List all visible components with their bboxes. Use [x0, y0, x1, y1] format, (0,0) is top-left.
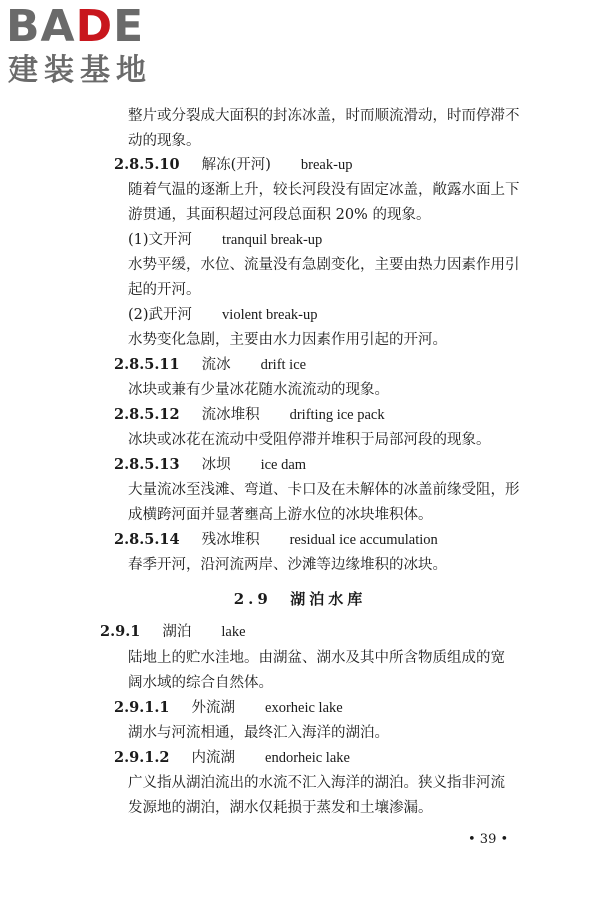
body-line: 湖水与河流相通，最终汇入海洋的湖泊。 — [128, 725, 389, 741]
body-line: 游贯通，其面积超过河段总面积 20% 的现象。 — [128, 207, 431, 223]
section-heading: 2.9 湖泊水库 — [233, 590, 367, 608]
body-line: 发源地的湖泊，湖水仅耗损于蒸发和土壤渗漏。 — [128, 800, 433, 816]
body-line: 随着气温的逐渐上升，较长河段没有固定冰盖，敞露水面上下 — [128, 182, 520, 198]
logo-subtitle: 建装基地 — [8, 53, 152, 88]
term-2.9.1.2: 2.9.1.2 内流湖 endorheic lake — [114, 749, 350, 766]
body-line: 整片或分裂成大面积的封冻冰盖，时而顺流滑动，时而停滞不 — [128, 108, 520, 124]
body-line: 冰块或冰花在流动中受阻停滞并堆积于局部河段的现象。 — [128, 432, 491, 448]
body-line: 春季开河，沿河流两岸、沙滩等边缘堆积的冰块。 — [128, 557, 447, 573]
term-2.8.5.10: 2.8.5.10 解冻(开河) break-up — [114, 156, 353, 173]
body-line: 大量流冰至浅滩、弯道、卡口及在未解体的冰盖前缘受阻，形 — [128, 482, 520, 498]
bade-logo — [6, 1, 176, 92]
term-violent: (2)武开河 violent break-up — [128, 307, 318, 323]
body-line: 成横跨河面并显著壅高上游水位的冰块堆积体。 — [128, 507, 433, 523]
body-line: 动的现象。 — [128, 133, 201, 149]
term-2.9.1.1: 2.9.1.1 外流湖 exorheic lake — [114, 699, 343, 716]
term-2.8.5.13: 2.8.5.13 冰坝 ice dam — [114, 456, 307, 473]
logo-wordmark: BADE — [6, 1, 145, 52]
term-2.9.1: 2.9.1 湖泊 lake — [100, 623, 246, 640]
term-2.8.5.14: 2.8.5.14 残冰堆积 residual ice accumulation — [114, 531, 438, 548]
body-line: 水势变化急剧，主要由水力因素作用引起的开河。 — [128, 332, 447, 348]
body-line: 陆地上的贮水洼地。由湖盆、湖水及其中所含物质组成的宽 — [128, 650, 505, 666]
body-line: 阔水域的综合自然体。 — [128, 675, 273, 691]
term-tranquil: (1)文开河 tranquil break-up — [128, 232, 323, 248]
term-2.8.5.11: 2.8.5.11 流冰 drift ice — [114, 356, 307, 373]
body-line: 水势平缓，水位、流量没有急剧变化，主要由热力因素作用引 — [128, 257, 520, 273]
body-line: 起的开河。 — [128, 282, 201, 298]
body-line: 广义指从湖泊流出的水流不汇入海洋的湖泊。狭义指非河流 — [128, 775, 505, 791]
page-number: • 39 • — [468, 832, 509, 847]
term-2.8.5.12: 2.8.5.12 流冰堆积 drifting ice pack — [114, 406, 385, 423]
body-line: 冰块或兼有少量冰花随水流流动的现象。 — [128, 382, 389, 398]
